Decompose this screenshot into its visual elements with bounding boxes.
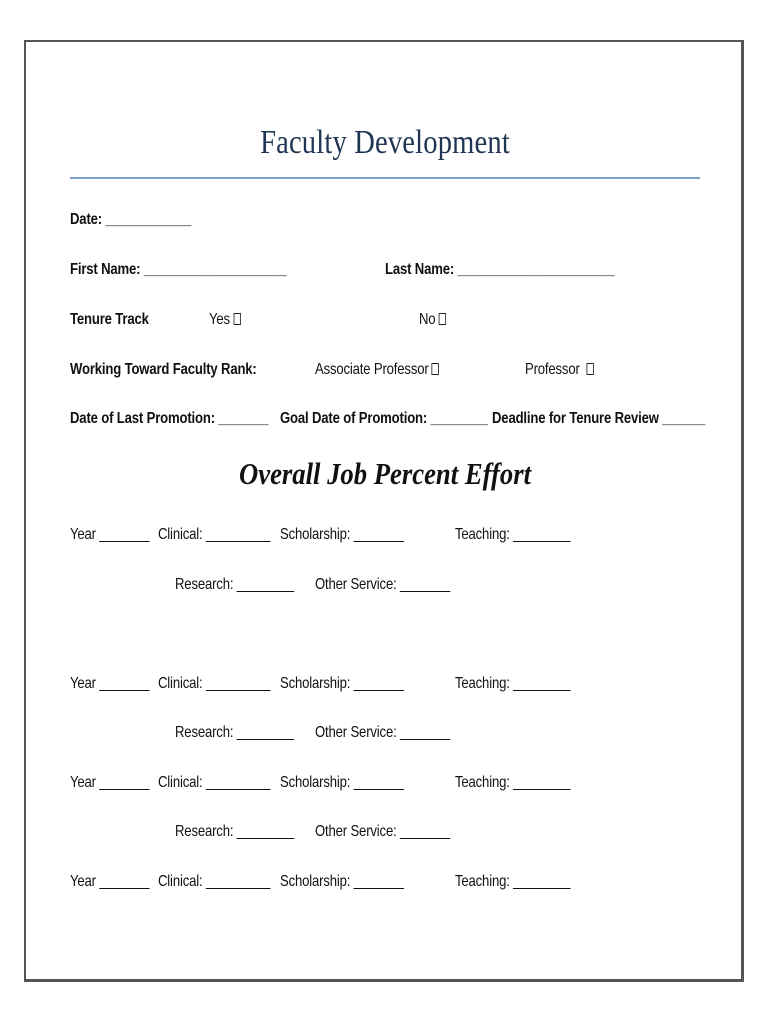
tenure-yes-option[interactable] bbox=[209, 310, 241, 330]
yes-label: Yes bbox=[209, 311, 230, 328]
clinical-field[interactable]: Clinical: _________ bbox=[158, 526, 271, 543]
scholarship-field[interactable]: Scholarship: _______ bbox=[280, 873, 404, 890]
first-name-field[interactable]: First Name: ____________________ bbox=[70, 261, 287, 278]
tenure-review-field[interactable]: Deadline for Tenure Review ______ bbox=[492, 410, 706, 427]
associate-professor-checkbox[interactable] bbox=[432, 363, 439, 375]
effort-section-title: Overall Job Percent Effort bbox=[239, 456, 531, 491]
tenure-track-label: Tenure Track bbox=[70, 311, 149, 328]
scholarship-field[interactable]: Scholarship: _______ bbox=[280, 526, 404, 543]
clinical-field[interactable]: Clinical: _________ bbox=[158, 774, 271, 791]
other-service-field[interactable]: Other Service: _______ bbox=[315, 576, 450, 593]
other-service-field[interactable]: Other Service: _______ bbox=[315, 823, 450, 840]
last-name-field[interactable]: Last Name: ______________________ bbox=[385, 261, 615, 278]
scholarship-field[interactable]: Scholarship: _______ bbox=[280, 675, 404, 692]
professor-option[interactable] bbox=[525, 360, 594, 380]
year-field[interactable]: Year _______ bbox=[70, 774, 150, 791]
associate-professor-label: Associate Professor bbox=[315, 361, 429, 378]
research-field[interactable]: Research: ________ bbox=[175, 576, 294, 593]
date-field[interactable]: Date: ____________ bbox=[70, 211, 192, 228]
yes-checkbox[interactable] bbox=[233, 313, 240, 325]
teaching-field[interactable]: Teaching: ________ bbox=[455, 526, 571, 543]
research-field[interactable]: Research: ________ bbox=[175, 823, 294, 840]
year-field[interactable]: Year _______ bbox=[70, 526, 150, 543]
professor-label: Professor bbox=[525, 361, 580, 378]
teaching-field[interactable]: Teaching: ________ bbox=[455, 675, 571, 692]
associate-professor-option[interactable] bbox=[315, 360, 439, 380]
teaching-field[interactable]: Teaching: ________ bbox=[455, 774, 571, 791]
no-label: No bbox=[419, 311, 436, 328]
scholarship-field[interactable]: Scholarship: _______ bbox=[280, 774, 404, 791]
professor-checkbox[interactable] bbox=[586, 363, 593, 375]
rank-label: Working Toward Faculty Rank: bbox=[70, 361, 257, 378]
tenure-no-option[interactable] bbox=[419, 310, 446, 330]
no-checkbox[interactable] bbox=[439, 313, 446, 325]
research-field[interactable]: Research: ________ bbox=[175, 724, 294, 741]
clinical-field[interactable]: Clinical: _________ bbox=[158, 873, 271, 890]
goal-promotion-field[interactable]: Goal Date of Promotion: ________ bbox=[280, 410, 488, 427]
page-title: Faculty Development bbox=[260, 124, 510, 161]
last-promotion-field[interactable]: Date of Last Promotion: _______ bbox=[70, 410, 269, 427]
clinical-field[interactable]: Clinical: _________ bbox=[158, 675, 271, 692]
year-field[interactable]: Year _______ bbox=[70, 873, 150, 890]
teaching-field[interactable]: Teaching: ________ bbox=[455, 873, 571, 890]
year-field[interactable]: Year _______ bbox=[70, 675, 150, 692]
other-service-field[interactable]: Other Service: _______ bbox=[315, 724, 450, 741]
title-divider bbox=[70, 177, 700, 179]
